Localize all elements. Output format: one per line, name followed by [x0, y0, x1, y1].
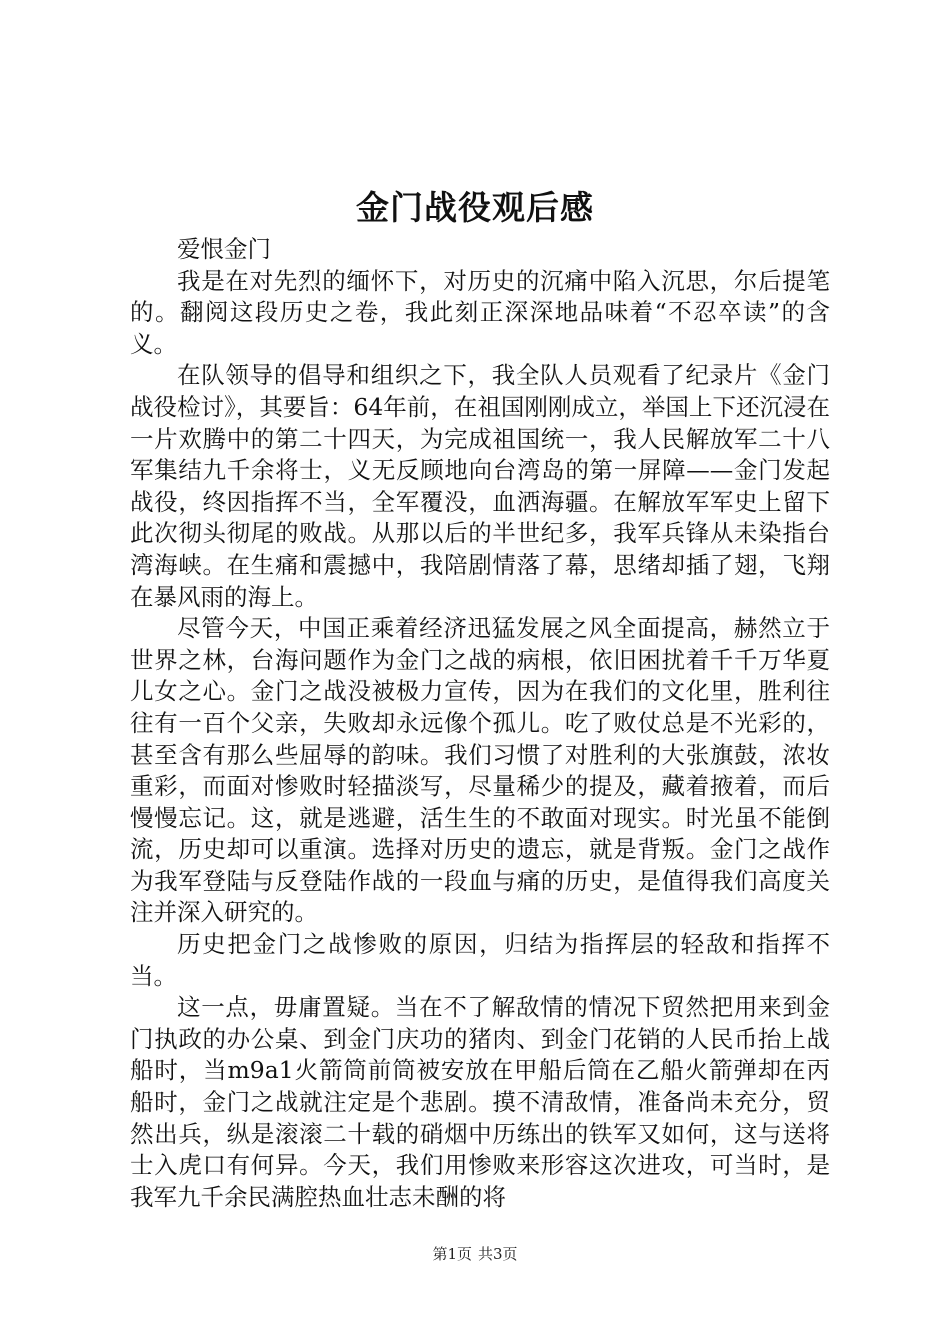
paragraph-subtitle: 爱恨金门	[177, 235, 271, 263]
paragraph: 尽管今天，中国正乘着经济迅猛发展之风全面提高，赫然立于世界之林，台海问题作为金门之战的病根，依旧困扰着千千万华夏儿女之心。金门之战没被极力宣传，因为在我们的文化里，胜利往往有一百个父亲，失败却永远像个孤儿。吃了败仗总是不光彩的，甚至含有那么些屈辱的韵味。我们习惯了对胜利的大张旗鼓，浓妆重彩，而面对惨败时轻描淡写，尽量稀少的提及，藏着掖着，而后慢慢忘记。这，就是逃避，活生生的不敢面对现实。时光虽不能倒流，历史却可以重演。选择对历史的遗忘，就是背叛。金门之战作为我军登陆与反登陆作战的一段血与痛的历史，是值得我们高度关注并深入研究的。	[130, 614, 830, 927]
paragraph: 历史把金门之战惨败的原因，归结为指挥层的轻敌和指挥不当。	[130, 930, 830, 990]
paragraph: 我是在对先烈的缅怀下，对历史的沉痛中陷入沉思，尔后提笔的。翻阅这段历史之卷，我此刻正深深地品味着“不忍卒读”的含义。	[130, 266, 830, 358]
page-total: 共3页	[478, 1245, 518, 1263]
document-title: 金门战役观后感	[356, 188, 594, 227]
paragraph: 在队领导的倡导和组织之下，我全队人员观看了纪录片《金门战役检讨》，其要旨：64年前，在祖国刚刚成立，举国上下还沉浸在一片欢腾中的第二十四天，为完成祖国统一，我人民解放军二十八军集结九千余将士，义无反顾地向台湾岛的第一屏障——金门发起战役，终因指挥不当，全军覆没，血洒海疆。在解放军军史上留下此次彻头彻尾的败战。从那以后的半世纪多，我军兵锋从未染指台湾海峡。在生痛和震撼中，我陪剧情落了幕，思绪却插了翅，飞翔在暴风雨的海上。	[130, 361, 830, 611]
page-footer	[0, 1244, 950, 1264]
page-number: 第1页	[432, 1245, 472, 1263]
document-body	[130, 234, 830, 1213]
paragraph: 这一点，毋庸置疑。当在不了解敌情的情况下贸然把用来到金门执政的办公桌、到金门庆功的猪肉、到金门花销的人民币抬上战船时，当m9a1火箭筒前筒被安放在甲船后筒在乙船火箭弹却在丙船时，金门之战就注定是个悲剧。摸不清敌情，准备尚未充分，贸然出兵，纵是滚滚二十载的硝烟中历练出的铁军又如何，这与送将士入虎口有何异。今天，我们用惨败来形容这次进攻，可当时，是我军九千余民满腔热血壮志未酬的将	[130, 993, 830, 1211]
